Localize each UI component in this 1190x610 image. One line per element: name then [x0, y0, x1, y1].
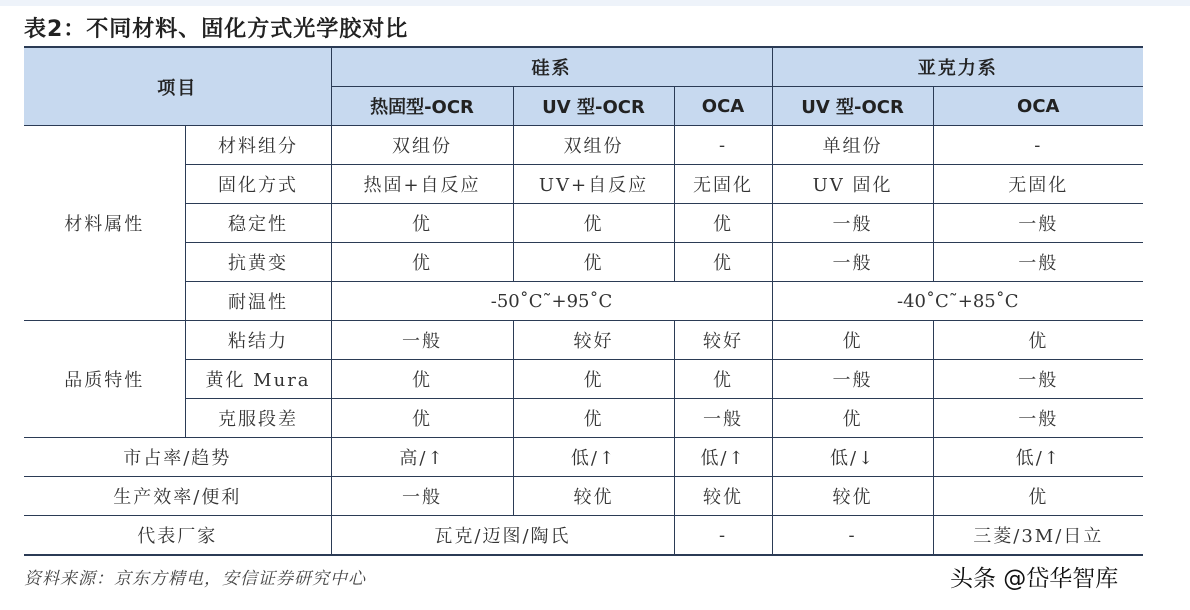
cell: 优 — [674, 204, 772, 243]
cell: 优 — [331, 360, 513, 399]
cell: 无固化 — [933, 165, 1143, 204]
cell: 优 — [513, 399, 674, 438]
table-title: 表2：不同材料、固化方式光学胶对比 — [24, 17, 409, 42]
table-row — [24, 399, 1143, 438]
row-label: 固化方式 — [185, 165, 331, 204]
cell: 优 — [513, 243, 674, 282]
row-label: 克服段差 — [185, 399, 331, 438]
cell: 较好 — [513, 321, 674, 360]
cell-temp-silicone: -50˚C˜+95˚C — [331, 282, 772, 321]
table-row — [24, 516, 1143, 556]
cell: 优 — [331, 399, 513, 438]
row-label: 黄化 Mura — [185, 360, 331, 399]
cell: 一般 — [331, 477, 513, 516]
table-row — [24, 126, 1143, 165]
table-row — [24, 243, 1143, 282]
header-si-uv-ocr: UV 型-OCR — [513, 87, 674, 126]
cell: - — [772, 516, 933, 556]
cell: 三菱/3M/日立 — [933, 516, 1143, 556]
cell: 较优 — [772, 477, 933, 516]
table-row — [24, 360, 1143, 399]
cell-temp-acrylic: -40˚C˜+85˚C — [772, 282, 1143, 321]
cell: 双组份 — [513, 126, 674, 165]
header-ac-uv-ocr: UV 型-OCR — [772, 87, 933, 126]
cell: - — [933, 126, 1143, 165]
cell: 优 — [331, 204, 513, 243]
header-group-silicone: 硅系 — [331, 47, 772, 87]
cell: UV+自反应 — [513, 165, 674, 204]
group-label-material: 材料属性 — [24, 126, 185, 321]
header-si-heat-ocr: 热固型-OCR — [331, 87, 513, 126]
cell: 单组份 — [772, 126, 933, 165]
table-row — [24, 321, 1143, 360]
table-row — [24, 204, 1143, 243]
row-label: 粘结力 — [185, 321, 331, 360]
row-label: 生产效率/便利 — [24, 477, 331, 516]
cell: 双组份 — [331, 126, 513, 165]
cell: 低/↑ — [513, 438, 674, 477]
source-note: 资料来源：京东方精电，安信证券研究中心 — [24, 569, 366, 589]
row-label: 稳定性 — [185, 204, 331, 243]
cell: 优 — [674, 360, 772, 399]
cell: 优 — [772, 399, 933, 438]
cell: 优 — [331, 243, 513, 282]
cell: 优 — [933, 477, 1143, 516]
cell: 优 — [772, 321, 933, 360]
comparison-table — [24, 46, 1143, 556]
cell: 优 — [513, 360, 674, 399]
table-row — [24, 477, 1143, 516]
cell: 热固+自反应 — [331, 165, 513, 204]
table-row — [24, 165, 1143, 204]
group-label-quality: 品质特性 — [24, 321, 185, 438]
cell: 优 — [674, 243, 772, 282]
cell: 一般 — [772, 243, 933, 282]
cell: 一般 — [674, 399, 772, 438]
cell: 低/↑ — [933, 438, 1143, 477]
cell: 一般 — [933, 399, 1143, 438]
header-group-acrylic: 亚克力系 — [772, 47, 1143, 87]
cell: 瓦克/迈图/陶氏 — [331, 516, 674, 556]
cell: 低/↓ — [772, 438, 933, 477]
cell: 低/↑ — [674, 438, 772, 477]
table-row — [24, 438, 1143, 477]
cell: 较优 — [674, 477, 772, 516]
watermark: 头条 @岱华智库 — [950, 566, 1119, 592]
row-label: 市占率/趋势 — [24, 438, 331, 477]
cell: 无固化 — [674, 165, 772, 204]
header-si-oca: OCA — [674, 87, 772, 126]
cell: 较好 — [674, 321, 772, 360]
cell: 一般 — [933, 360, 1143, 399]
cell: 一般 — [772, 204, 933, 243]
top-strip — [0, 0, 1190, 6]
cell: 高/↑ — [331, 438, 513, 477]
cell: UV 固化 — [772, 165, 933, 204]
cell: - — [674, 516, 772, 556]
cell: 一般 — [331, 321, 513, 360]
row-label: 代表厂家 — [24, 516, 331, 556]
cell: 一般 — [933, 243, 1143, 282]
cell: - — [674, 126, 772, 165]
cell: 优 — [513, 204, 674, 243]
header-ac-oca: OCA — [933, 87, 1143, 126]
cell: 较优 — [513, 477, 674, 516]
cell: 一般 — [933, 204, 1143, 243]
cell: 一般 — [772, 360, 933, 399]
row-label: 材料组分 — [185, 126, 331, 165]
header-item: 项目 — [24, 47, 331, 126]
row-label: 耐温性 — [185, 282, 331, 321]
cell: 优 — [933, 321, 1143, 360]
table-row — [24, 282, 1143, 321]
row-label: 抗黄变 — [185, 243, 331, 282]
